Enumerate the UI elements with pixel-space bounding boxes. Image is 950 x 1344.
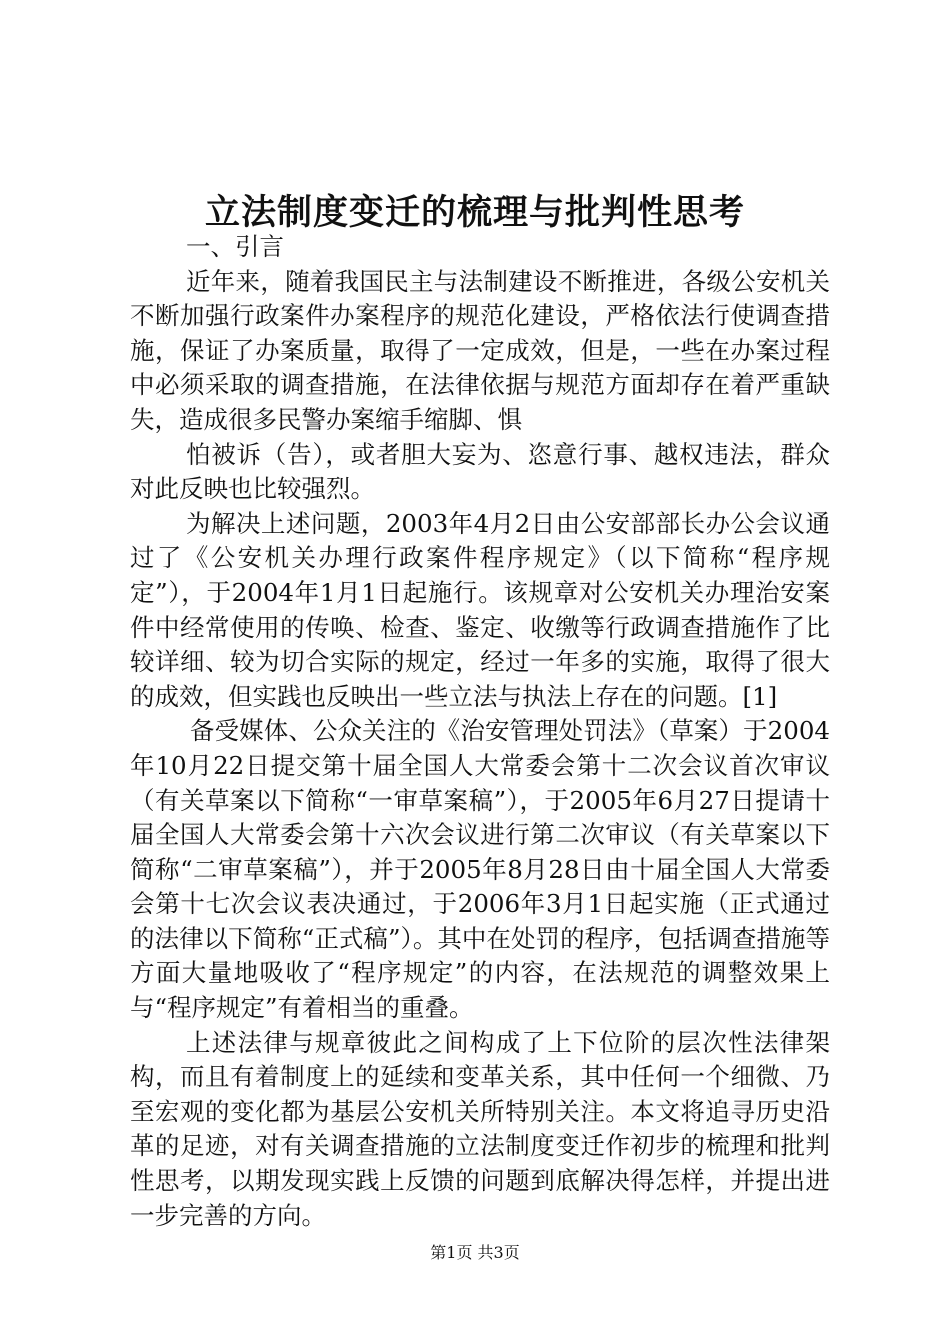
document-title: 立法制度变迁的梳理与批判性思考 <box>204 192 745 233</box>
paragraph: 怕被诉（告），或者胆大妄为、恣意行事、越权违法，群众对此反映也比较强烈。 <box>130 439 830 504</box>
paragraph: 上述法律与规章彼此之间构成了上下位阶的层次性法律架构，而且有着制度上的延续和变革关系，其中任何一个细微、乃至宏观的变化都为基层公安机关所特别关注。本文将追寻历史沿革的足迹，对有关调查措施的立法制度变迁作初步的梳理和批判性思考，以期发现实践上反馈的问题到底解决得怎样，并提出进一步完善的方向。 <box>130 1027 830 1230</box>
paragraph: 近年来，随着我国民主与法制建设不断推进，各级公安机关不断加强行政案件办案程序的规范化建设，严格依法行使调查措施，保证了办案质量，取得了一定成效，但是，一些在办案过程中必须采取的调查措施，在法律依据与规范方面却存在着严重缺失，造成很多民警办案缩手缩脚、惧 <box>130 266 830 434</box>
paragraph: 备受媒体、公众关注的《治安管理处罚法》（草案）于2004年10月22日提交第十届全国人大常委会第十二次会议首次审议（有关草案以下简称“一审草案稿”），于2005年6月27日提请十届全国人大常委会第十六次会议进行第二次审议（有关草案以下简称“二审草案稿”），并于2005年8月28日由十届全国人大常委会第十七次会议表决通过，于2006年3月1日起实施（正式通过的法律以下简称“正式稿”）。其中在处罚的程序，包括调查措施等方面大量地吸收了“程序规定”的内容，在法规范的调整效果上与“程序规定”有着相当的重叠。 <box>130 716 830 1023</box>
document-body <box>130 230 830 1233</box>
section-heading: 一、引言 <box>186 232 284 261</box>
page-number: 第1页 共3页 <box>430 1243 520 1262</box>
paragraph: 为解决上述问题，2003年4月2日由公安部部长办公会议通过了《公安机关办理行政案件程序规定》（以下简称“程序规定”），于2004年1月1日起施行。该规章对公安机关办理治安案件中经常使用的传唤、检查、鉴定、收缴等行政调查措施作了比较详细、较为切合实际的规定，经过一年多的实施，取得了很大的成效，但实践也反映出一些立法与执法上存在的问题。[1] <box>130 508 830 711</box>
